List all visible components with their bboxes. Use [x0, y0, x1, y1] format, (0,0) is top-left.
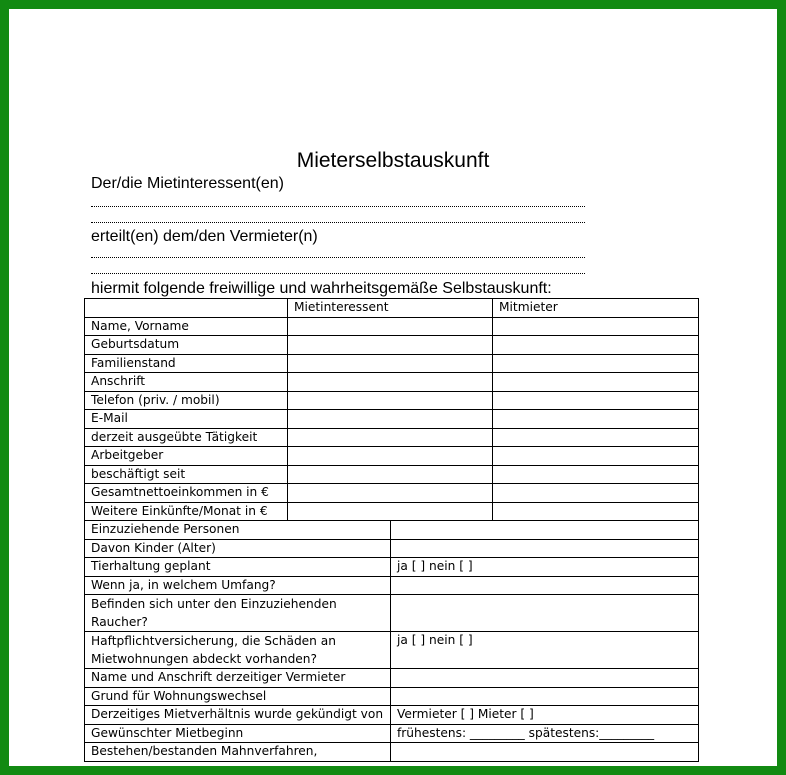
- mietinteressent-field[interactable]: [288, 502, 493, 521]
- row-label: Geburtsdatum: [85, 336, 288, 355]
- table-row: [85, 539, 699, 558]
- mietinteressent-field[interactable]: [288, 373, 493, 392]
- mietinteressent-field[interactable]: [288, 447, 493, 466]
- answer-field[interactable]: ja [ ] nein [ ]: [391, 632, 699, 669]
- row-label: Anschrift: [85, 373, 288, 392]
- mitmieter-field[interactable]: [493, 465, 699, 484]
- row-label: Davon Kinder (Alter): [85, 539, 391, 558]
- answer-field[interactable]: ja [ ] nein [ ]: [391, 558, 699, 577]
- row-label: derzeit ausgeübte Tätigkeit: [85, 428, 288, 447]
- intro-line-landlord: erteilt(en) dem/den Vermieter(n): [91, 228, 318, 245]
- column-header: Mitmieter: [493, 299, 699, 318]
- intro-line-declaration: hiermit folgende freiwillige und wahrheitsgemäße Selbstauskunft:: [91, 280, 552, 297]
- table-row: [85, 484, 699, 503]
- mitmieter-field[interactable]: [493, 484, 699, 503]
- row-label: Name und Anschrift derzeitiger Vermieter: [85, 669, 391, 688]
- table-row: [85, 687, 699, 706]
- table-row: [85, 706, 699, 725]
- row-label: Gesamtnettoeinkommen in €: [85, 484, 288, 503]
- row-label: beschäftigt seit: [85, 465, 288, 484]
- answer-field[interactable]: Vermieter [ ] Mieter [ ]: [391, 706, 699, 725]
- mitmieter-field[interactable]: [493, 336, 699, 355]
- intro-line-tenants: Der/die Mietinteressent(en): [91, 175, 284, 192]
- row-label: Gewünschter Mietbeginn: [85, 724, 391, 743]
- row-label: Derzeitiges Mietverhältnis wurde gekündigt von: [85, 706, 391, 725]
- answer-field[interactable]: [391, 743, 699, 762]
- selbstauskunft-table: [84, 298, 699, 762]
- document-page: [9, 9, 777, 766]
- row-label: Bestehen/bestanden Mahnverfahren,: [85, 743, 391, 762]
- answer-field[interactable]: [391, 539, 699, 558]
- table-row: [85, 336, 699, 355]
- table-row: [85, 632, 699, 669]
- mitmieter-field[interactable]: [493, 354, 699, 373]
- answer-field[interactable]: [391, 521, 699, 540]
- table-row: [85, 317, 699, 336]
- row-label: Telefon (priv. / mobil): [85, 391, 288, 410]
- table-row: [85, 521, 699, 540]
- mietinteressent-field[interactable]: [288, 317, 493, 336]
- table-row: [85, 391, 699, 410]
- table-row: [85, 743, 699, 762]
- mietinteressent-field[interactable]: [288, 484, 493, 503]
- mitmieter-field[interactable]: [493, 410, 699, 429]
- table-row: [85, 558, 699, 577]
- answer-field[interactable]: frühestens: _________ spätestens:_________: [391, 724, 699, 743]
- mietinteressent-field[interactable]: [288, 428, 493, 447]
- dotted-fill-line: [91, 222, 585, 223]
- column-header: Mietinteressent: [288, 299, 493, 318]
- table-header-row: [85, 299, 699, 318]
- row-label: Einzuziehende Personen: [85, 521, 391, 540]
- answer-field[interactable]: [391, 576, 699, 595]
- dotted-fill-line: [91, 273, 585, 274]
- row-label: Haftpflichtversicherung, die Schäden an Mietwohnungen abdeckt vorhanden?: [85, 632, 391, 669]
- table-row: [85, 428, 699, 447]
- row-label: Grund für Wohnungswechsel: [85, 687, 391, 706]
- row-label: Weitere Einkünfte/Monat in €: [85, 502, 288, 521]
- mietinteressent-field[interactable]: [288, 354, 493, 373]
- mitmieter-field[interactable]: [493, 317, 699, 336]
- table-row: [85, 595, 699, 632]
- table-row: [85, 373, 699, 392]
- row-label: Wenn ja, in welchem Umfang?: [85, 576, 391, 595]
- row-label: Arbeitgeber: [85, 447, 288, 466]
- mietinteressent-field[interactable]: [288, 465, 493, 484]
- row-label: E-Mail: [85, 410, 288, 429]
- row-label: Tierhaltung geplant: [85, 558, 391, 577]
- column-header: [85, 299, 288, 318]
- mietinteressent-field[interactable]: [288, 391, 493, 410]
- answer-field[interactable]: [391, 595, 699, 632]
- row-label: Familienstand: [85, 354, 288, 373]
- table-row: [85, 502, 699, 521]
- table-row: [85, 465, 699, 484]
- dotted-fill-line: [91, 257, 585, 258]
- table-row: [85, 447, 699, 466]
- mietinteressent-field[interactable]: [288, 410, 493, 429]
- mitmieter-field[interactable]: [493, 502, 699, 521]
- document-title: Mieterselbstauskunft: [296, 149, 490, 172]
- mitmieter-field[interactable]: [493, 447, 699, 466]
- answer-field[interactable]: [391, 687, 699, 706]
- mietinteressent-field[interactable]: [288, 336, 493, 355]
- table-row: [85, 724, 699, 743]
- table-row: [85, 576, 699, 595]
- row-label: Name, Vorname: [85, 317, 288, 336]
- dotted-fill-line: [91, 206, 585, 207]
- mitmieter-field[interactable]: [493, 373, 699, 392]
- table-row: [85, 410, 699, 429]
- mitmieter-field[interactable]: [493, 391, 699, 410]
- mitmieter-field[interactable]: [493, 428, 699, 447]
- table-row: [85, 354, 699, 373]
- row-label: Befinden sich unter den Einzuziehenden Raucher?: [85, 595, 391, 632]
- answer-field[interactable]: [391, 669, 699, 688]
- table-row: [85, 669, 699, 688]
